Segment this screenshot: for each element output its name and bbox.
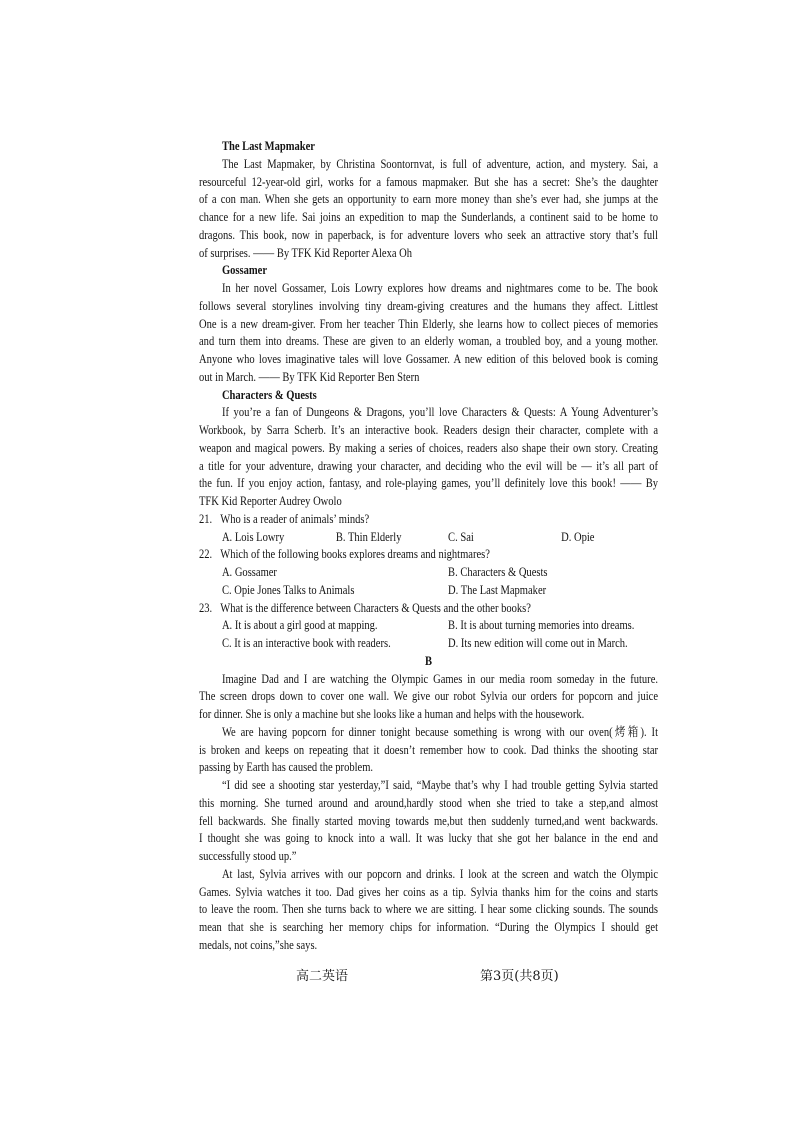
question-stem: What is the difference between Characters & Quests and the other books?	[220, 600, 531, 615]
option-a[interactable]: A. Gossamer	[221, 565, 277, 580]
question-stem: Who is a reader of animals’ minds?	[220, 511, 370, 526]
text-line: weapon and magical powers. By making a series of choices, readers also shape their own story. Creating	[199, 440, 658, 455]
question-22-options-row-2	[199, 582, 658, 600]
question-22-options-row-1	[199, 564, 658, 582]
text-line: At last, Sylvia arrives with our popcorn and drinks. I look at the screen and watch the Olympic	[221, 866, 658, 881]
question-21-options	[199, 529, 658, 547]
option-d[interactable]: D. Its new edition will come out in March.	[448, 636, 628, 651]
question-23-options-row-2	[199, 635, 658, 653]
text-line: Workbook, by Sarra Scherb. It’s an interactive book. Readers design their character, complete with a	[199, 423, 658, 438]
text-line: If you’re a fan of Dungeons & Dragons, you’ll love Characters & Quests: A Young Adventurer’s	[221, 405, 658, 420]
text-line: of a con man. When she gets an opportunity to earn more money than she’s ever had, she jumps at the	[199, 192, 658, 207]
text-line: this morning. She turned around and around,hardly stood when she tried to take a step,and almost	[199, 795, 658, 810]
text-line: a title for your adventure, drawing your character, and deciding who the evil will be — it’s all part of	[199, 458, 658, 473]
option-d[interactable]: D. The Last Mapmaker	[448, 582, 547, 597]
question-number: 22.	[199, 547, 213, 562]
text-line: The Last Mapmaker, by Christina Soontornvat, is full of adventure, action, and mystery. Sai, a	[221, 156, 658, 171]
option-c[interactable]: C. Sai	[448, 529, 474, 544]
text-line: Imagine Dad and I are watching the Olympic Games in our media room someday in the future.	[221, 671, 658, 686]
footer-page-number: 第3页(共8页)	[480, 969, 559, 984]
option-a[interactable]: A. Lois Lowry	[221, 529, 285, 544]
text-line: We are having popcorn for dinner tonight because something is wrong with our oven(烤箱). It	[221, 724, 658, 739]
text-line: The screen drops down to cover one wall. We give our robot Sylvia our orders for popcorn and juice	[199, 689, 658, 704]
question-number: 21.	[199, 511, 213, 526]
text-line: the fun. If you enjoy action, fantasy, and role-playing games, you’ll definitely love this book! —— By	[199, 476, 658, 491]
text-line: and turn them into dreams. These are given to an elderly woman, a troubled boy, and a young mother.	[199, 334, 658, 349]
section-label: B	[424, 653, 433, 668]
book-title: The Last Mapmaker	[221, 139, 315, 154]
page-text-block	[199, 138, 658, 955]
text-line: passing by Earth has caused the problem.	[199, 760, 374, 775]
text-line: of surprises. —— By TFK Kid Reporter Alexa Oh	[199, 245, 413, 260]
question-23-options-row-1	[199, 617, 658, 635]
question-stem: Which of the following books explores dreams and nightmares?	[220, 547, 490, 562]
question-number: 23.	[199, 600, 213, 615]
text-line: resourceful 12-year-old girl, works for a famous mapmaker. But she has a secret: She’s the daughter	[199, 174, 658, 189]
text-line: One is a new dream-giver. From her teacher Thin Elderly, she learns how to collect pieces of memories	[199, 316, 658, 331]
text-line: In her novel Gossamer, Lois Lowry explores how dreams and nightmares come to be. The book	[221, 281, 658, 296]
option-b[interactable]: B. Thin Elderly	[335, 529, 402, 544]
text-line: dragons. This book, now in paperback, is for adventure lovers who seek an attractive story that’s full	[199, 227, 658, 242]
text-line: Games. Sylvia watches it too. Dad gives her coins as a tip. Sylvia thanks him for the coins and starts	[199, 884, 658, 899]
text-line: Anyone who loves imaginative tales will love Gossamer. A new edition of this beloved book is coming	[199, 352, 658, 367]
text-line: out in March. —— By TFK Kid Reporter Ben Stern	[199, 369, 420, 384]
option-b[interactable]: B. Characters & Quests	[448, 565, 548, 580]
text-line: medals, not coins,”she says.	[199, 937, 318, 952]
text-line: fell backwards. She finally started moving towards me,but then suddenly turned,and went backwards.	[199, 813, 658, 828]
book-title: Gossamer	[221, 263, 267, 278]
text-line: successfully stood up.”	[199, 849, 297, 864]
text-line: TFK Kid Reporter Audrey Owolo	[199, 494, 342, 509]
text-line: mean that she is searching her memory chips for information. “During the Olympics I should get	[199, 920, 658, 935]
option-b[interactable]: B. It is about turning memories into dreams.	[448, 618, 635, 633]
book-title: Characters & Quests	[221, 387, 317, 402]
option-c[interactable]: C. Opie Jones Talks to Animals	[221, 582, 355, 597]
option-a[interactable]: A. It is about a girl good at mapping.	[221, 618, 378, 633]
text-line: I thought she was going to knock into a wall. It was lucky that she got her balance in the end and	[199, 831, 658, 846]
text-line: chance for a new life. Sai joins an expedition to map the Sunderlands, a continent said to be home to	[199, 210, 658, 225]
question-21	[199, 511, 658, 529]
option-d[interactable]: D. Opie	[561, 529, 595, 544]
option-c[interactable]: C. It is an interactive book with readers.	[221, 636, 391, 651]
question-22	[199, 546, 658, 564]
text-line: follows several storylines involving tiny dream-giving creatures and the humans they affect. Littlest	[199, 298, 658, 313]
question-23	[199, 600, 658, 618]
text-line: for dinner. She is only a machine but she looks like a human and helps with the housework.	[199, 707, 585, 722]
text-line: to leave the room. Then she turns back to where we are sitting. I hear some clicking sounds. The sounds	[199, 902, 658, 917]
text-line: is broken and keeps on repeating that it doesn’t remember how to cook. Dad thinks the shooting star	[199, 742, 658, 757]
text-line: “I did see a shooting star yesterday,”I said, “Maybe that’s why I had trouble getting Sylvia started	[221, 778, 658, 793]
footer-subject: 高二英语	[296, 969, 349, 984]
